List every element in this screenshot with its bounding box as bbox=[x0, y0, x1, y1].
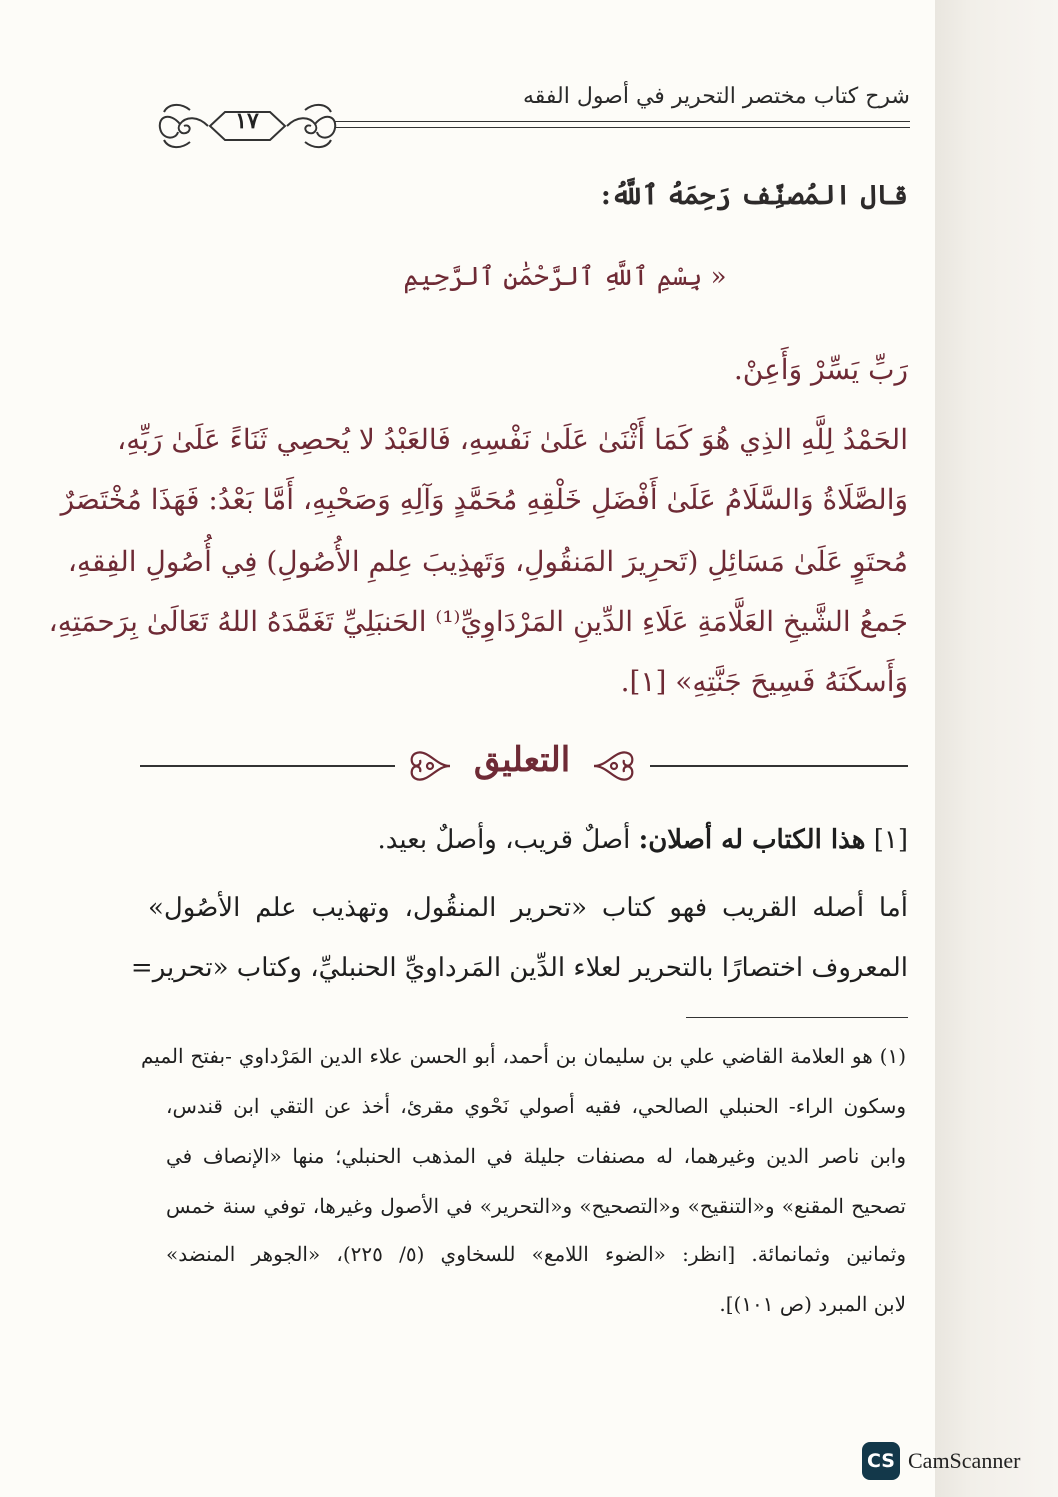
footnote-line-2: وسكون الراء- الحنبلي الصالحي، فقيه أصولي نَحْوي مقرئ، أخذ عن التقي ابن قندس، bbox=[166, 1094, 906, 1118]
commentary-title: التعليق bbox=[473, 740, 571, 780]
camscanner-brand: CamScanner bbox=[908, 1448, 1021, 1473]
text-line-4: مُحتَوٍ عَلَىٰ مَسَائِلِ (تَحرِيرَ المَنقُولِ، وَتَهذِيبَ عِلمِ الأُصُولِ) فِي أُصُولِ الفِقهِ، bbox=[67, 545, 908, 578]
text-line-6: وَأَسكَنَهُ فَسِيحَ جَنَّتِهِ» [١]. bbox=[620, 665, 908, 698]
footnote-line-1: (١) هو العلامة القاضي علي بن سليمان بن أحمد، أبو الحسن علاء الدين المَرْداوي -بفتح الميم bbox=[141, 1044, 906, 1068]
author-intro: قال المُصنِّف رَحِمَهُ ٱللَّهُ: bbox=[600, 180, 908, 211]
footnote-line-6: لابن المبرد (ص ١٠١)]. bbox=[719, 1292, 906, 1316]
basmala: « بِسْمِ ٱللَّهِ ٱلرَّحْمَٰنِ ٱلرَّحِيمِ bbox=[403, 262, 727, 292]
page-edge-shadow bbox=[935, 0, 1058, 1497]
commentary-line-1 bbox=[378, 820, 908, 860]
camscanner-logo: CS bbox=[862, 1442, 900, 1480]
footnote-rule bbox=[686, 1017, 908, 1018]
scroll-ornament-icon bbox=[588, 740, 644, 792]
page-number: ١٧ bbox=[235, 108, 259, 134]
footnote-line-5: وثمانين وثمانمائة. [انظر: «الضوء اللامع» للسخاوي (٥/ ٢٢٥)، «الجوهر المنضد» bbox=[166, 1242, 906, 1266]
commentary-rest: أصلٌ قريب، وأصلٌ بعيد. bbox=[377, 825, 631, 855]
scroll-ornament-icon bbox=[400, 740, 456, 792]
divider-line-right bbox=[650, 765, 908, 767]
text-line-1: رَبِّ يَسِّرْ وَأَعِنْ. bbox=[733, 353, 908, 386]
commentary-line-2: أما أصله القريب فهو كتاب «تحرير المنقُول، وتهذيب علم الأصُول» bbox=[148, 893, 908, 923]
running-title: شرح كتاب مختصر التحرير في أصول الفقه bbox=[522, 84, 910, 109]
commentary-line-3: المعروف اختصارًا بالتحرير لعلاء الدِّين المَرداويِّ الحنبليِّ، وكتاب «تحرير= bbox=[130, 953, 908, 983]
text-line-5: جَمعُ الشَّيخِ العَلَّامَةِ عَلَاءِ الدِّينِ المَرْدَاوِيِّ⁽¹⁾ الحَنبَلِيِّ تَغَمَّدَهُ اللهُ تَعَالَىٰ بِرَحمَتِهِ، bbox=[48, 605, 908, 638]
text-line-3: وَالصَّلَاةُ وَالسَّلَامُ عَلَىٰ أَفْضَلِ خَلْقِهِ مُحَمَّدٍ وَآلِهِ وَصَحْبِهِ، أَمَّا بَعْدُ: فَهَذَا مُخْتَصَرٌ bbox=[60, 483, 908, 516]
header-rule bbox=[335, 121, 910, 128]
divider-line-left bbox=[140, 765, 395, 767]
commentary-lead: هذا الكتاب له أصلان: bbox=[638, 825, 866, 855]
text-line-2: الحَمْدُ لِلَّهِ الذِي هُوَ كَمَا أَثْنَىٰ عَلَىٰ نَفْسِهِ، فَالعَبْدُ لا يُحصِي ثَنَاءً عَلَىٰ رَبِّهِ، bbox=[117, 423, 908, 456]
commentary-ref: [١] bbox=[873, 825, 908, 855]
footnote-line-3: وابن ناصر الدين وغيرهما، له مصنفات جليلة في المذهب الحنبلي؛ منها «الإنصاف في bbox=[166, 1144, 906, 1168]
footnote-line-4: تصحيح المقنع» و«التنقيح» و«التصحيح» و«التحرير» في الأصول وغيرها، توفي سنة خمس bbox=[166, 1194, 906, 1218]
